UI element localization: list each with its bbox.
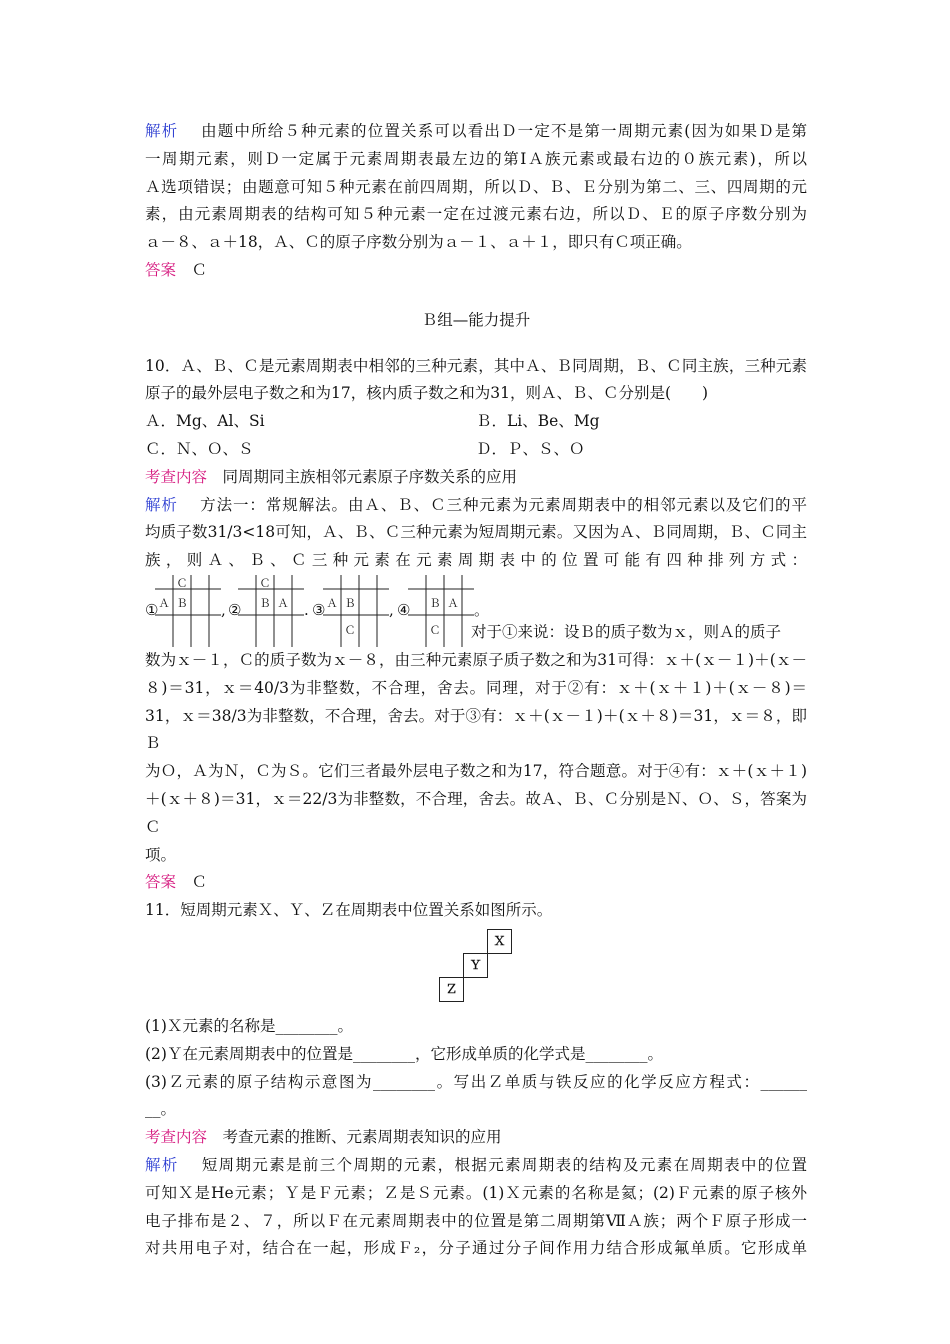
q11-stem: 11．短周期元素Ｘ、Ｙ、Ｚ在周期表中位置关系如图所示。 <box>145 901 553 920</box>
cell-y: Ｙ <box>463 953 488 978</box>
q11-sub-1: (1)Ｘ元素的名称是________。 <box>145 1016 353 1035</box>
q11-sub-3-line-1: (3)Ｚ元素的原子结构示意图为________。写出Ｚ单质与铁反应的化学反应方程式：______ <box>145 1072 807 1091</box>
element-letter: Ａ <box>277 596 289 610</box>
element-letter: Ｃ <box>259 576 271 590</box>
q10-analysis-2: 均质子数31/3<18可知，Ａ、Ｂ、Ｃ三种元素为短周期元素。又因为Ａ、Ｂ同周期，Ｂ、Ｃ同主 <box>145 523 807 542</box>
q11-analysis-1: 解析 短周期元素是前三个周期的元素，根据元素周期表的结构及元素在周期表中的位置 <box>145 1155 807 1174</box>
element-letter: Ｃ <box>176 576 188 590</box>
q11-analysis-4: 对共用电子对，结合在一起，形成Ｆ₂，分子通过分子间作用力结合形成氟单质。它形成单 <box>145 1239 807 1258</box>
q10-after-diagram: 对于①来说：设Ｂ的质子数为ｘ，则Ａ的质子 <box>471 622 782 641</box>
analysis-9-line-1: 解析 由题中所给５种元素的位置关系可以看出Ｄ一定不是第一周期元素(因为如果Ｄ是第 <box>145 122 807 140</box>
q11-analysis-2: 可知Ｘ是He元素；Ｙ是Ｆ元素；Ｚ是Ｓ元素。(1)Ｘ元素的名称是氦；(2)Ｆ元素的原子核外 <box>145 1183 807 1202</box>
diagram-sep-1: , <box>221 600 226 619</box>
q11-topic: 考查内容 考查元素的推断、元素周期表知识的应用 <box>145 1128 502 1147</box>
q10-option-b: Ｂ．Li、Be、Mg <box>476 412 600 431</box>
diagram-sep-3: , <box>389 600 394 619</box>
element-letter: Ｂ <box>429 596 441 610</box>
q10-analysis-8: ＋(ｘ＋８)＝31，ｘ＝22/3为非整数，不合理，舍去。故Ａ、Ｂ、Ｃ分别是Ｎ、Ｏ、Ｓ，答案为Ｃ <box>145 789 807 836</box>
analysis-9-line-5: ａ－８、ａ＋18，Ａ、Ｃ的原子序数分别为ａ－１、ａ＋１，即只有Ｃ项正确。 <box>145 233 692 252</box>
q10-options-row-1 <box>145 408 807 436</box>
answer-10 <box>145 869 807 897</box>
q10-analysis-4: 数为ｘ－１，Ｃ的质子数为ｘ－８，由三种元素原子质子数之和为31可得：ｘ＋(ｘ－１)＋(ｘ－ <box>145 650 807 669</box>
q10-topic: 考查内容 同周期同主族相邻元素原子序数关系的应用 <box>145 467 518 486</box>
page-content <box>145 118 807 1263</box>
q10-analysis-1: 解析 方法一：常规解法。由Ａ、Ｂ、Ｃ三种元素为元素周期表中的相邻元素以及它们的平 <box>145 495 807 514</box>
q10-analysis-9: 项。 <box>145 845 177 864</box>
element-letter: Ｃ <box>344 623 356 637</box>
q10-options-row-2 <box>145 436 807 464</box>
answer-label: 答案 <box>145 873 177 892</box>
element-letter: Ｂ <box>259 596 271 610</box>
analysis-label: 解析 <box>145 1155 179 1174</box>
q10-analysis-6: 31，ｘ＝38/3为非整数，不合理，舍去。对于③有：ｘ＋(ｘ－１)＋(ｘ＋８)＝31，ｘ＝８，即Ｂ <box>145 706 807 753</box>
element-letter: Ｃ <box>429 623 441 637</box>
analysis-label: 解析 <box>145 495 178 514</box>
element-letter: Ａ <box>447 596 459 610</box>
analysis-9-line-3: Ａ选项错误；由题意可知５种元素在前四周期，所以Ｄ、Ｂ、Ｅ分别为第二、三、四周期的元 <box>145 177 807 196</box>
diagram-number-1: ① <box>145 600 159 619</box>
q11-sub-2: (2)Ｙ在元素周期表中的位置是________，它形成单质的化学式是________。 <box>145 1044 663 1063</box>
cell-x: Ｘ <box>487 929 512 954</box>
analysis-label: 解析 <box>145 122 179 140</box>
analysis-9-line-4: 素，由元素周期表的结构可知５种元素一定在过渡元素右边，所以Ｄ、Ｅ的原子序数分别为 <box>145 205 807 224</box>
arrangement-diagram-4 <box>408 575 474 647</box>
answer-value: Ｃ <box>191 260 208 279</box>
arrangement-diagram-3 <box>323 575 389 647</box>
section-title: Ｂ组—能力提升 <box>421 310 531 329</box>
diagram-sep-4: 。 <box>474 600 490 619</box>
topic-label: 考查内容 <box>145 467 208 486</box>
q10-option-d: Ｄ．Ｐ、Ｓ、Ｏ <box>476 439 585 458</box>
element-letter: Ｂ <box>344 596 356 610</box>
q10-analysis-5: ８)＝31，ｘ＝40/3为非整数，不合理，舍去。同理，对于②有：ｘ＋(ｘ＋１)＋(ｘ－８)＝ <box>145 678 807 697</box>
q10-stem-2: 原子的最外层电子数之和为17，核内质子数之和为31，则Ａ、Ｂ、Ｃ分别是( ) <box>145 384 709 403</box>
arrangement-diagram-2 <box>238 575 304 647</box>
arrangement-diagrams <box>145 575 807 647</box>
element-letter: Ａ <box>158 596 170 610</box>
q11-analysis-3: 电子排布是２、７，所以Ｆ在元素周期表中的位置是第二周期第ⅦＡ族；两个Ｆ原子形成一 <box>145 1211 807 1230</box>
q10-analysis-7: 为Ｏ，Ａ为Ｎ，Ｃ为Ｓ。它们三者最外层电子数之和为17，符合题意。对于④有：ｘ＋(ｘ＋１) <box>145 762 807 781</box>
element-letter: Ａ <box>326 596 338 610</box>
diagram-number-2: ② <box>228 600 242 619</box>
answer-9 <box>145 257 807 285</box>
element-letter: Ｂ <box>176 596 188 610</box>
topic-label: 考查内容 <box>145 1128 208 1147</box>
q10-option-c: Ｃ．Ｎ、Ｏ、Ｓ <box>145 439 254 458</box>
q11-sub-3-line-2: __。 <box>145 1100 177 1119</box>
diagram-number-3: ③ <box>312 600 326 619</box>
cell-z: Ｚ <box>439 977 464 1002</box>
answer-label: 答案 <box>145 260 177 279</box>
q10-stem-1: 10．Ａ、Ｂ、Ｃ是元素周期表中相邻的三种元素，其中Ａ、Ｂ同周期，Ｂ、Ｃ同主族，三种元素 <box>145 356 807 375</box>
q10-option-a: Ａ．Mg、Al、Si <box>145 412 265 431</box>
diagram-number-4: ④ <box>397 600 411 619</box>
diagram-sep-2: . <box>304 600 309 619</box>
q10-analysis-3: 族，则Ａ、Ｂ、Ｃ三种元素在元素周期表中的位置可能有四种排列方式： <box>145 551 807 570</box>
answer-value: Ｃ <box>191 873 208 892</box>
xyz-figure <box>145 925 807 1013</box>
arrangement-diagram-1 <box>155 575 221 647</box>
analysis-9-line-2: 一周期元素，则Ｄ一定属于元素周期表最左边的第ⅠＡ族元素或最右边的０族元素)，所以 <box>145 149 807 168</box>
